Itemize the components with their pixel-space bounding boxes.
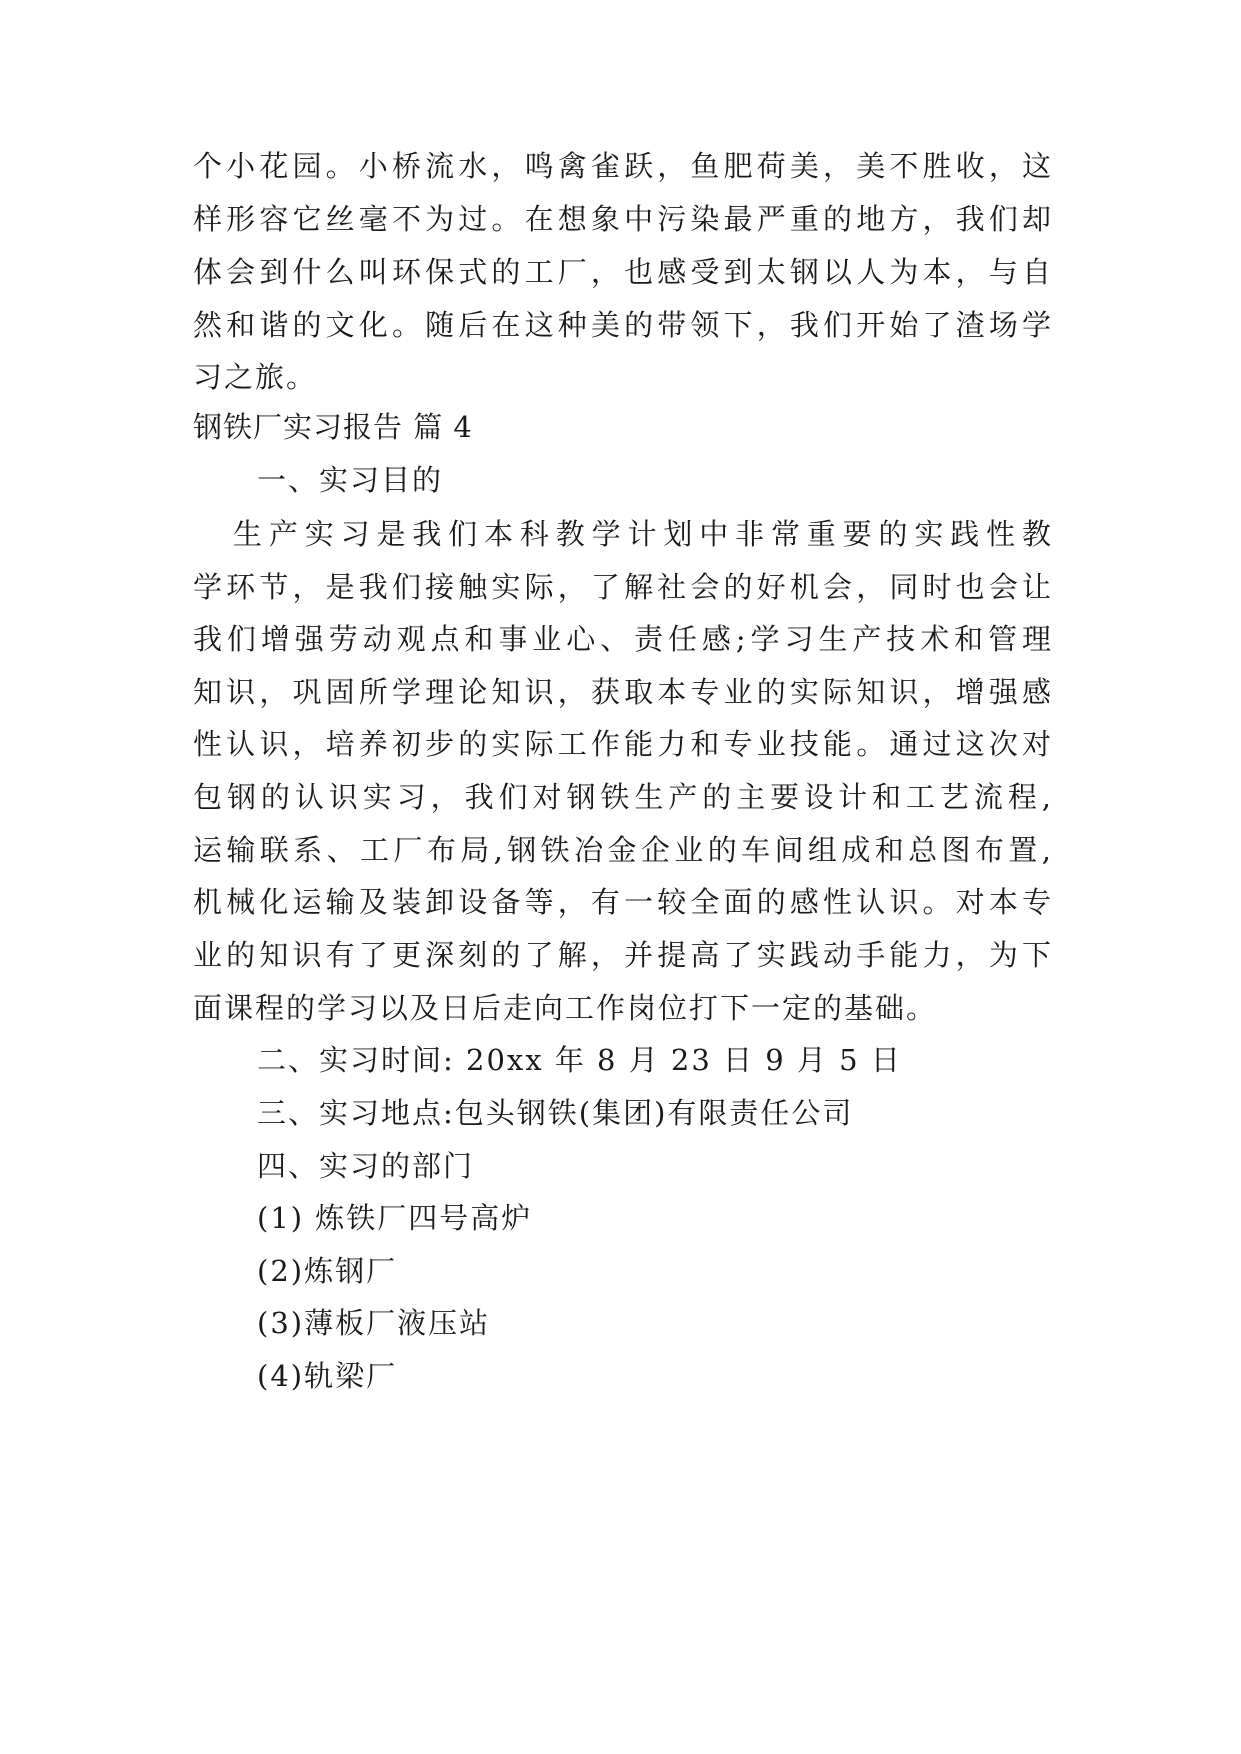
paragraph-line: 知识，巩固所学理论知识，获取本专业的实际知识，增强感: [193, 675, 1053, 709]
time-line: 二、实习时间: 20xx 年 8 月 23 日 9 月 5 日: [257, 1043, 902, 1077]
paragraph-line: 生产实习是我们本科教学计划中非常重要的实践性教: [233, 517, 1053, 551]
paragraph-line: 体会到什么叫环保式的工厂，也感受到太钢以人为本，与自: [193, 255, 1053, 289]
paragraph-line: 我们增强劳动观点和事业心、责任感;学习生产技术和管理: [193, 622, 1053, 656]
department-item: (2)炼钢厂: [257, 1254, 398, 1288]
paragraph-line: 个小花园。小桥流水，鸣禽雀跃，鱼肥荷美，美不胜收，这: [193, 149, 1053, 183]
paragraph-line: 运输联系、工厂布局,钢铁冶金企业的车间组成和总图布置,: [193, 833, 1053, 867]
purpose-heading: 一、实习目的: [257, 463, 444, 497]
department-item: (3)薄板厂液压站: [257, 1306, 491, 1340]
paragraph-line: 业的知识有了更深刻的了解，并提高了实践动手能力，为下: [193, 938, 1053, 972]
paragraph-line: 机械化运输及装卸设备等，有一较全面的感性认识。对本专: [193, 885, 1053, 919]
paragraph-line: 然和谐的文化。随后在这种美的带领下，我们开始了渣场学: [193, 308, 1053, 342]
paragraph-line: 样形容它丝毫不为过。在想象中污染最严重的地方，我们却: [193, 202, 1053, 236]
dept-heading: 四、实习的部门: [257, 1149, 475, 1183]
department-item: (1) 炼铁厂四号高炉: [257, 1201, 533, 1235]
section-title: 钢铁厂实习报告 篇 4: [193, 410, 473, 444]
paragraph-line: 习之旅。: [193, 360, 318, 394]
paragraph-line: 性认识，培养初步的实际工作能力和专业技能。通过这次对: [193, 727, 1053, 761]
paragraph-line: 包钢的认识实习，我们对钢铁生产的主要设计和工艺流程,: [193, 780, 1053, 814]
paragraph-line: 面课程的学习以及日后走向工作岗位打下一定的基础。: [193, 991, 938, 1025]
department-item: (4)轨梁厂: [257, 1359, 398, 1393]
paragraph-line: 学环节，是我们接触实际，了解社会的好机会，同时也会让: [193, 570, 1053, 604]
place-line: 三、实习地点:包头钢铁(集团)有限责任公司: [257, 1096, 854, 1130]
